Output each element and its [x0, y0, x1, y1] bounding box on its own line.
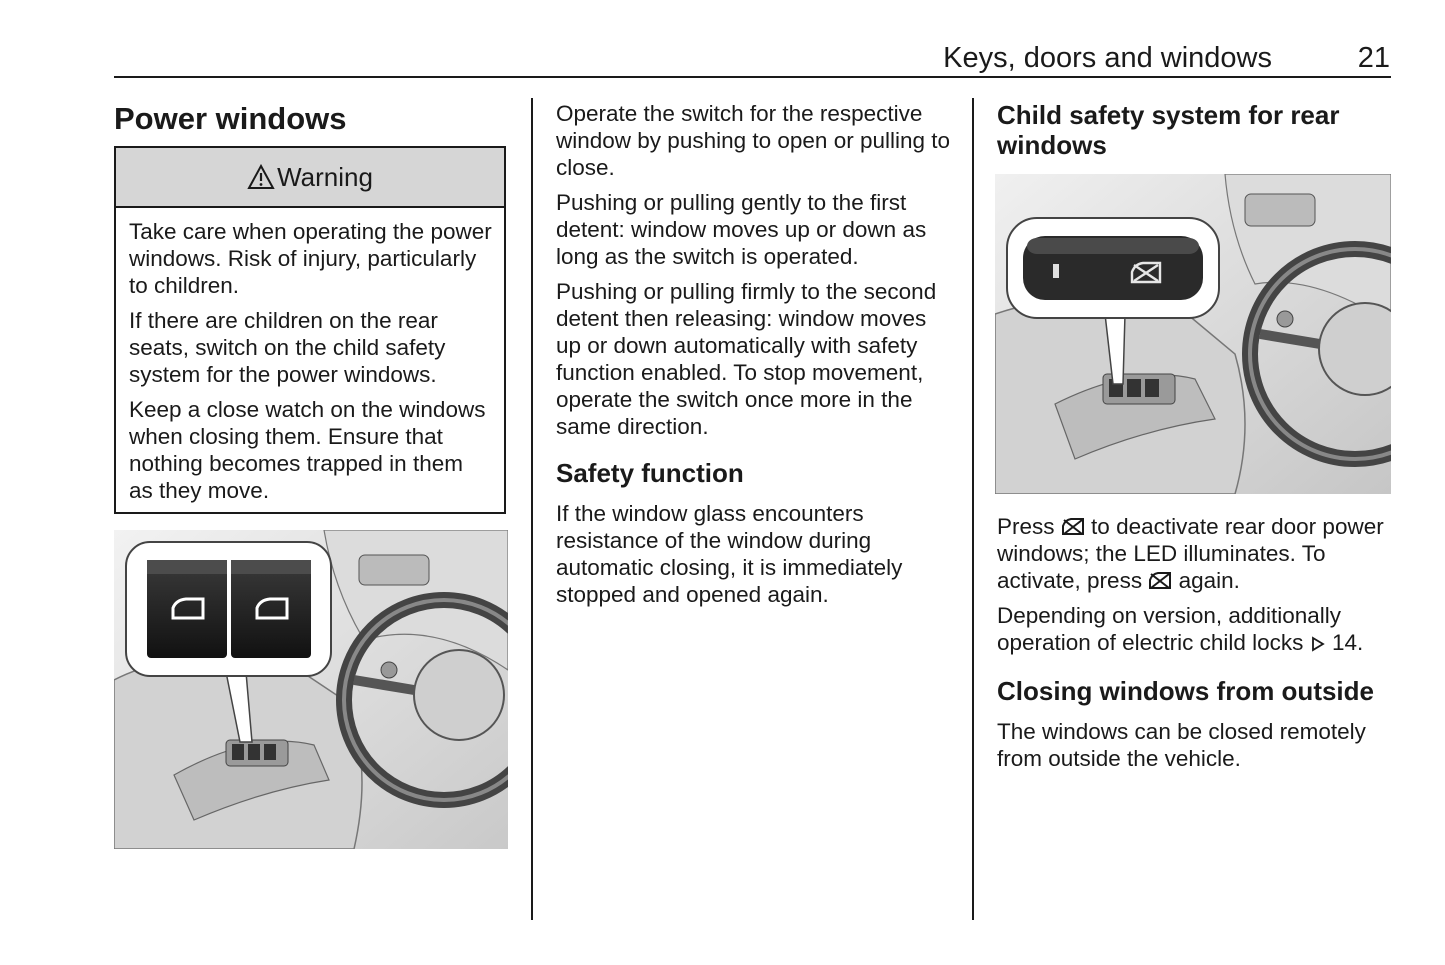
warning-body [116, 208, 504, 504]
warning-paragraph-2: If there are children on the rear seats, switch on the child safety system for the power windows. [129, 308, 446, 387]
press-before-text: Press [997, 514, 1055, 539]
header-rule [114, 76, 1391, 78]
section-title: Power windows [114, 101, 347, 136]
child-lock-drawing [995, 174, 1391, 494]
second-detent-paragraph: Pushing or pulling firmly to the second detent then releasing: window moves up or down automatically with safety function enabled. To stop movement, operate the switch once more in the same direction. [556, 279, 937, 439]
page-reference-arrow-icon [1310, 635, 1326, 653]
warning-triangle-icon [247, 164, 275, 190]
child-lock-icon-2 [1148, 571, 1172, 591]
page-header-title: Keys, doors and windows [943, 42, 1272, 74]
warning-header [116, 148, 504, 208]
operate-switch-paragraph: Operate the switch for the respective window by pushing to open or pulling to close. [556, 101, 951, 180]
warning-label: Warning [277, 161, 373, 192]
dashboard-drawing [114, 530, 508, 849]
child-lock-icon [1061, 517, 1085, 537]
child-safety-heading: Child safety system for rear windows [997, 100, 1340, 160]
closing-windows-text: The windows can be closed remotely from outside the vehicle. [997, 719, 1366, 771]
warning-paragraph-1: Take care when operating the power windows. Risk of injury, particularly to children. [129, 219, 492, 298]
warning-paragraph-3: Keep a close watch on the windows when closing them. Ensure that nothing becomes trapped in them as they move. [129, 397, 486, 503]
depending-text: Depending on version, additionally operation of electric child locks [997, 603, 1341, 655]
child-safety-illustration [995, 174, 1391, 494]
safety-function-text: If the window glass encounters resistance of the window during automatic closing, it is immediately stopped and opened again. [556, 501, 903, 607]
press-instruction [997, 513, 1397, 594]
middle-column [556, 100, 956, 616]
column-divider-2 [972, 98, 974, 920]
depending-version-paragraph [997, 602, 1397, 656]
child-lock-button-icon [1129, 260, 1163, 286]
press-end-text: again. [1178, 568, 1240, 593]
right-column-text [997, 513, 1397, 780]
column-divider-1 [531, 98, 533, 920]
front-left-window-switch-icon [170, 596, 206, 622]
window-switch-illustration [114, 530, 508, 849]
first-detent-paragraph: Pushing or pulling gently to the first detent: window moves up or down as long as the switch is operated. [556, 190, 927, 269]
right-column-heading-block [997, 100, 1387, 160]
left-column [114, 100, 514, 138]
page-number: 21 [1357, 42, 1390, 74]
child-locks-page-link[interactable]: 14. [1331, 630, 1364, 655]
front-right-window-switch-icon [254, 596, 290, 622]
safety-function-heading: Safety function [556, 458, 744, 488]
warning-box [114, 146, 506, 514]
closing-windows-heading: Closing windows from outside [997, 676, 1374, 706]
press-after-text: to deactivate rear door power windows; the LED illuminates. To activate, press [997, 514, 1384, 593]
